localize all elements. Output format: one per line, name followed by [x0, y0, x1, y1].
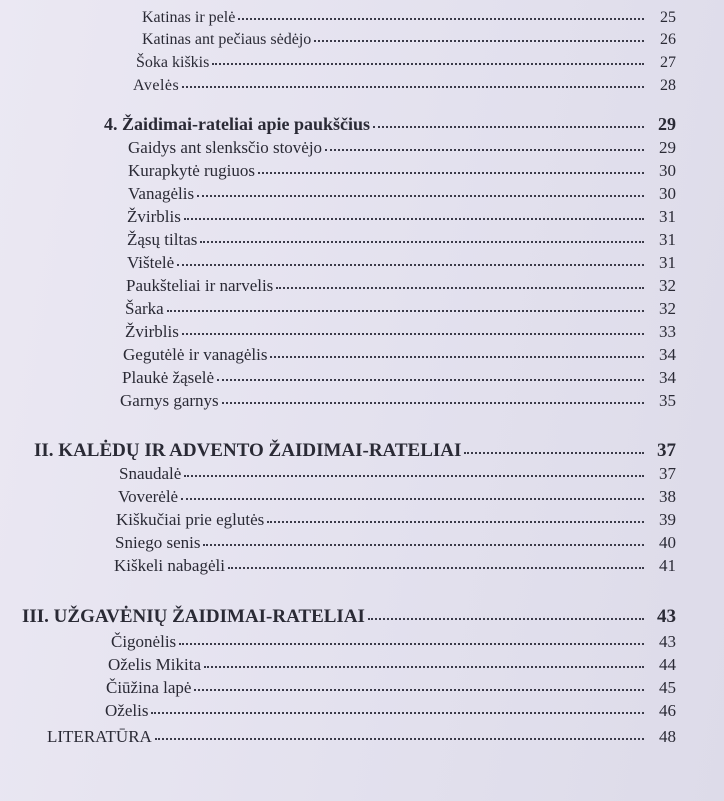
toc-entry	[125, 323, 676, 340]
dot-leader	[373, 126, 644, 128]
dot-leader	[325, 149, 644, 151]
toc-entry-page-number: 39	[659, 510, 676, 529]
dot-leader	[181, 498, 644, 500]
toc-entry-page-number: 38	[659, 487, 676, 506]
toc-entry-title: Paukšteliai ir narvelis	[126, 276, 274, 295]
toc-entry-page-number: 32	[659, 299, 676, 318]
toc-entry-title: Oželis Mikita	[108, 655, 202, 674]
dot-leader	[167, 310, 644, 312]
toc-entry-title: Šarka	[125, 299, 164, 318]
toc-entry	[115, 534, 676, 551]
toc-entry-page-number: 33	[659, 322, 676, 341]
toc-entry	[122, 369, 676, 386]
toc-entry-page-number: 41	[659, 556, 676, 575]
toc-entry-title: Vištelė	[127, 253, 175, 272]
toc-entry	[22, 607, 676, 626]
toc-entry	[127, 208, 676, 225]
toc-entry-title: Žvirblis	[127, 207, 181, 226]
toc-entry-title: Voverėlė	[118, 487, 179, 506]
toc-entry-title: Gaidys ant slenksčio stovėjo	[128, 138, 323, 157]
toc-entry	[125, 300, 676, 317]
dot-leader	[276, 287, 644, 289]
toc-entry-title: Plaukė žąselė	[122, 368, 215, 387]
toc-entry-title: Oželis	[105, 701, 149, 720]
dot-leader	[212, 63, 644, 65]
toc-entry-page-number: 34	[659, 345, 676, 364]
toc-entry	[47, 728, 676, 745]
dot-leader	[228, 567, 644, 569]
toc-entry-title: Kurapkytė rugiuos	[128, 161, 256, 180]
toc-entry-page-number: 40	[659, 533, 676, 552]
toc-entry	[128, 185, 676, 202]
dot-leader	[314, 40, 644, 42]
dot-leader	[151, 712, 644, 714]
toc-entry-title: II. KALĖDŲ IR ADVENTO ŽAIDIMAI-RATELIAI	[34, 440, 462, 461]
dot-leader	[155, 738, 644, 740]
toc-entry-page-number: 45	[659, 678, 676, 697]
dot-leader	[184, 218, 644, 220]
toc-entry-page-number: 44	[659, 655, 676, 674]
toc-entry-title: Avelės	[133, 77, 180, 94]
toc-entry-page-number: 32	[659, 276, 676, 295]
dot-leader	[238, 18, 644, 20]
dot-leader	[222, 402, 644, 404]
toc-entry-page-number: 48	[659, 727, 676, 746]
toc-entry	[127, 254, 676, 271]
toc-entry-title: Žvirblis	[125, 322, 179, 341]
toc-entry-title: Čiūžina lapė	[106, 678, 192, 697]
dot-leader	[182, 86, 644, 88]
dot-leader	[270, 356, 644, 358]
dot-leader	[200, 241, 644, 243]
toc-entry	[119, 465, 676, 482]
dot-leader	[217, 379, 644, 381]
toc-entry-page-number: 28	[660, 77, 676, 94]
dot-leader	[464, 452, 644, 454]
toc-entry-title: Snaudalė	[119, 464, 182, 483]
toc-entry-title: Žąsų tiltas	[127, 230, 198, 249]
dot-leader	[258, 172, 644, 174]
toc-entry	[108, 656, 676, 673]
toc-entry-page-number: 31	[659, 230, 676, 249]
toc-entry-page-number: 37	[657, 440, 676, 461]
toc-entry-page-number: 27	[660, 54, 676, 71]
toc-entry-page-number: 31	[659, 253, 676, 272]
toc-entry-page-number: 29	[658, 114, 676, 134]
toc-entry-page-number: 43	[657, 606, 676, 627]
toc-entry-page-number: 30	[659, 184, 676, 203]
toc-entry-page-number: 35	[659, 391, 676, 410]
dot-leader	[182, 333, 644, 335]
toc-entry-page-number: 30	[659, 161, 676, 180]
toc-entry-title: Gegutėlė ir vanagėlis	[123, 345, 268, 364]
toc-entry-page-number: 26	[660, 31, 676, 48]
toc-entry	[105, 702, 676, 719]
toc-entry-title: III. UŽGAVĖNIŲ ŽAIDIMAI-RATELIAI	[22, 606, 365, 627]
toc-entry-page-number: 46	[659, 701, 676, 720]
toc-entry	[142, 10, 676, 26]
toc-entry-title: Katinas ant pečiaus sėdėjo	[142, 31, 312, 48]
toc-entry-page-number: 43	[659, 632, 676, 651]
toc-entry	[123, 346, 676, 363]
toc-entry-title: LITERATŪRA	[47, 727, 152, 746]
toc-entry-title: Kiškučiai prie eglutės	[116, 510, 265, 529]
dot-leader	[179, 643, 644, 645]
dot-leader	[194, 689, 644, 691]
toc-entry	[114, 557, 676, 574]
toc-entry-title: Garnys garnys	[120, 391, 219, 410]
toc-entry-page-number: 31	[659, 207, 676, 226]
toc-entry-title: 4. Žaidimai-rateliai apie paukščius	[104, 114, 371, 134]
toc-entry-page-number: 29	[659, 138, 676, 157]
toc-entry	[111, 633, 676, 650]
toc-entry-page-number: 37	[659, 464, 676, 483]
toc-entry	[34, 441, 676, 460]
toc-entry-title: Kiškeli nabagėli	[114, 556, 225, 575]
toc-entry-title: Sniego senis	[115, 533, 201, 552]
toc-entry	[128, 139, 676, 156]
dot-leader	[177, 264, 644, 266]
toc-entry	[142, 32, 676, 48]
toc-entry	[128, 162, 676, 179]
dot-leader	[203, 544, 644, 546]
toc-entry-title: Katinas ir pelė	[142, 9, 236, 26]
dot-leader	[204, 666, 644, 668]
toc-entry	[104, 115, 676, 133]
toc-entry-title: Vanagėlis	[128, 184, 195, 203]
dot-leader	[267, 521, 644, 523]
toc-entry	[127, 231, 676, 248]
toc-entry	[133, 78, 676, 94]
toc-entry-title: Šoka kiškis	[136, 54, 210, 71]
toc-entry-title: Čigonėlis	[111, 632, 177, 651]
dot-leader	[197, 195, 644, 197]
toc-entry-page-number: 34	[659, 368, 676, 387]
toc-entry	[106, 679, 676, 696]
toc-entry	[118, 488, 676, 505]
toc-entry	[120, 392, 676, 409]
toc-entry	[136, 55, 676, 71]
dot-leader	[184, 475, 644, 477]
toc-entry	[126, 277, 676, 294]
toc-entry-page-number: 25	[660, 9, 676, 26]
dot-leader	[368, 618, 644, 620]
toc-entry	[116, 511, 676, 528]
